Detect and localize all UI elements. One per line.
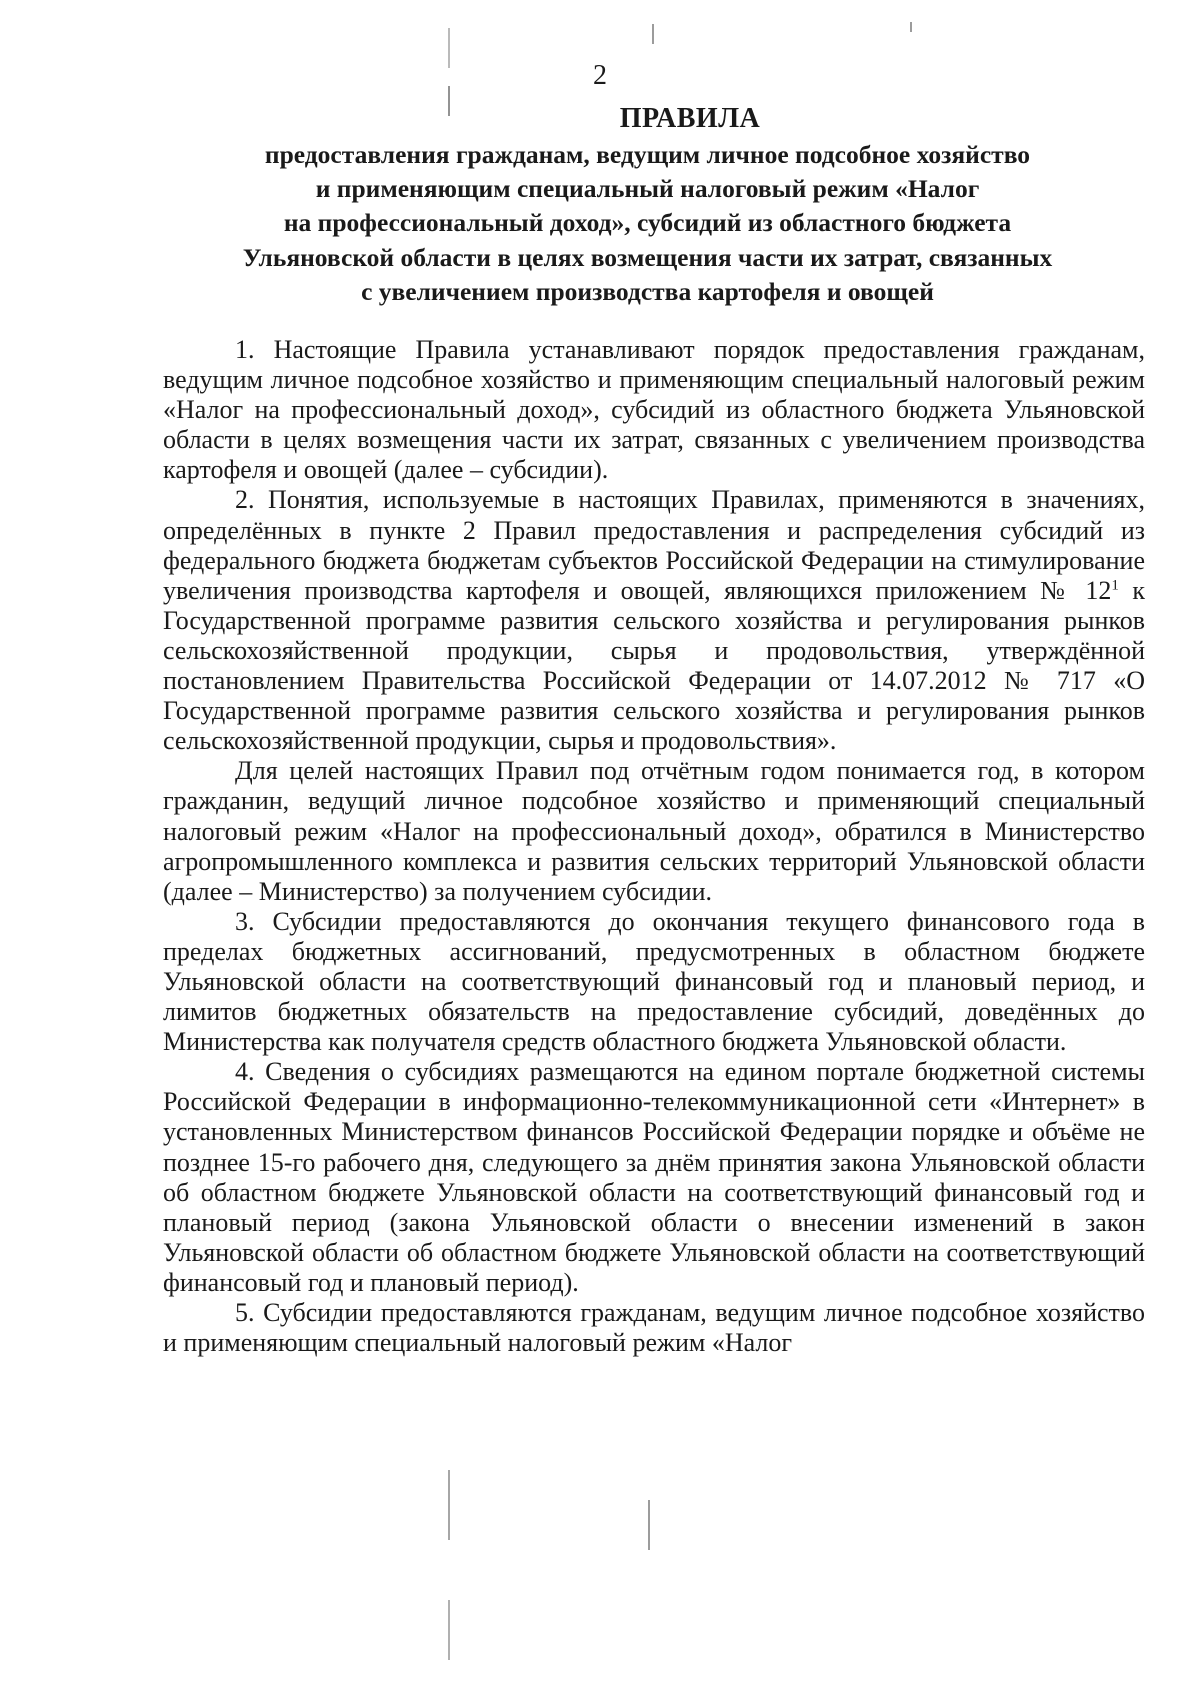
paragraph-3: Для целей настоящих Правил под отчётным годом понимается год, в котором гражданин, ведущий личное подсобное хозяйство и применяющий специальный налоговый режим «Налог на профессиональный доход», обратился в Министерство агропромышленного комплекса и развития сельских территорий Ульяновской области (далее – Министерство) за получением субсидии. bbox=[163, 756, 1145, 906]
paragraph-2-text-start: 2. Понятия, используемые в настоящих Правилах, применяются в значениях, определённых в пункте 2 Правил предоставления и распределения субсидий из федерального бюджета бюджетам субъектов Российской Федерации на стимулирование увеличения производства картофеля и овощей, являющихся приложением № 12 bbox=[163, 485, 1145, 605]
scan-artifact-line bbox=[910, 22, 912, 32]
scan-artifact-line bbox=[448, 1470, 450, 1540]
superscript-footnote: 1 bbox=[1111, 577, 1119, 594]
document-title bbox=[150, 100, 1145, 309]
title-sub-line-2: и применяющим специальный налоговый режим «Налог bbox=[315, 174, 980, 204]
title-main: ПРАВИЛА bbox=[619, 103, 761, 134]
document-body bbox=[163, 335, 1145, 1358]
page-number: 2 bbox=[593, 60, 607, 91]
paragraph-6: 5. Субсидии предоставляются гражданам, ведущим личное подсобное хозяйство и применяющим специальный налоговый режим «Налог bbox=[163, 1298, 1145, 1358]
scan-artifact-line bbox=[652, 24, 654, 44]
paragraph-4: 3. Субсидии предоставляются до окончания текущего финансового года в пределах бюджетных ассигнований, предусмотренных в областном бюджете Ульяновской области на соответствующий финансовый год и плановый период, и лимитов бюджетных обязательств на предоставление субсидий, доведённых до Министерства как получателя средств областного бюджета Ульяновской области. bbox=[163, 906, 1145, 1057]
title-sub-line-4: Ульяновской области в целях возмещения части их затрат, связанных bbox=[242, 242, 1053, 272]
paragraph-5: 4. Сведения о субсидиях размещаются на едином портале бюджетной системы Российской Федерации в информационно-телекоммуникационной сети «Интернет» в установленных Министерством финансов Российской Федерации порядке и объёме не позднее 15-го рабочего дня, следующего за днём принятия закона Ульяновской области об областном бюджете Ульяновской области на соответствующий финансовый год и плановый период (закона Ульяновской области о внесении изменений в закон Ульяновской области об областном бюджете Ульяновской области на соответствующий финансовый год и плановый период). bbox=[163, 1057, 1145, 1297]
title-sub-line-5: с увеличением производства картофеля и овощей bbox=[361, 276, 934, 306]
paragraph-2 bbox=[163, 485, 1145, 756]
paragraph-1: 1. Настоящие Правила устанавливают порядок предоставления гражданам, ведущим личное подсобное хозяйство и применяющим специальный налоговый режим «Налог на профессиональный доход», субсидий из областного бюджета Ульяновской области в целях возмещения части их затрат, связанных с увеличением производства картофеля и овощей (далее – субсидии). bbox=[163, 335, 1145, 485]
scan-artifact-line bbox=[648, 1500, 650, 1550]
paragraph-2-text-end: к Государственной программе развития сельского хозяйства и регулирования рынков сельскохозяйственной продукции, сырья и продовольствия, утверждённой постановлением Правительства Российской Федерации от 14.07.2012 № 717 «О Государственной программе развития сельского хозяйства и регулирования рынков сельскохозяйственной продукции, сырья и продовольствия». bbox=[163, 575, 1145, 756]
scan-artifact-line bbox=[448, 1600, 450, 1660]
title-sub-line-1: предоставления гражданам, ведущим личное подсобное хозяйство bbox=[264, 140, 1031, 169]
title-sub-line-3: на профессиональный доход», субсидий из областного бюджета bbox=[283, 208, 1012, 238]
